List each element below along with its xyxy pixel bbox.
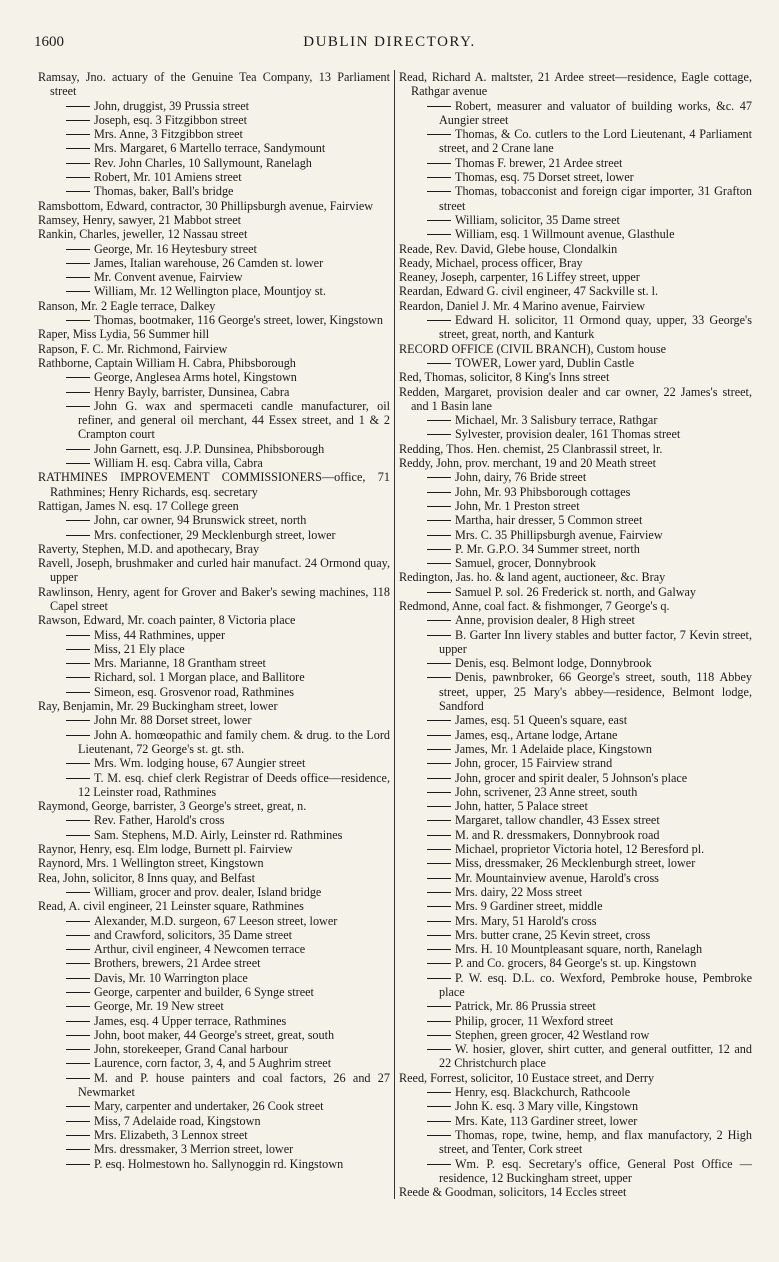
directory-entry: Raper, Miss Lydia, 56 Summer hill [38, 327, 210, 342]
directory-entry: Wm. P. esq. Secretary's office, General Post Office —residence, 12 Buckingham street, upper [399, 1157, 752, 1186]
directory-entry: John, druggist, 39 Prussia street [38, 99, 390, 113]
directory-entry: Ramsey, Henry, sawyer, 21 Mabbot street [38, 212, 242, 227]
directory-entry: Mrs. dressmaker, 3 Merrion street, lower [38, 1142, 390, 1156]
directory-entry: Raynord, Mrs. 1 Wellington street, Kingstown [38, 856, 264, 871]
directory-entry: B. Garter Inn livery stables and butter factor, 7 Kevin street, upper [399, 628, 752, 657]
directory-entry: Redmond, Anne, coal fact. & fishmonger, 7 George's q. [399, 598, 670, 613]
directory-entry: John G. wax and spermaceti candle manufacturer, oil refiner, and general oil merchant, 44 Essex street, and 1 & 2 Crampton court [38, 399, 390, 442]
directory-entry: John, hatter, 5 Palace street [399, 799, 752, 813]
directory-entry: Reede & Goodman, solicitors, 14 Eccles street [399, 1185, 627, 1200]
directory-entry: TOWER, Lower yard, Dublin Castle [399, 356, 752, 370]
directory-entry: John K. esq. 3 Mary ville, Kingstown [399, 1099, 752, 1113]
directory-entry: James, Italian warehouse, 26 Camden st. lower [38, 256, 390, 270]
directory-entry: Rea, John, solicitor, 8 Inns quay, and Belfast [38, 870, 256, 885]
directory-entry: John, scrivener, 23 Anne street, south [399, 785, 752, 799]
directory-entry: Thomas, & Co. cutlers to the Lord Lieutenant, 4 Parliament street, and 2 Crane lane [399, 127, 752, 156]
directory-entry: Ramsbottom, Edward, contractor, 30 Phillipsburgh avenue, Fairview [38, 198, 374, 213]
directory-entry: Anne, provision dealer, 8 High street [399, 613, 752, 627]
directory-entry: Thomas, baker, Ball's bridge [38, 184, 390, 198]
directory-entry: Mrs. 9 Gardiner street, middle [399, 899, 752, 913]
directory-entry: Ray, Benjamin, Mr. 29 Buckingham street, lower [38, 699, 278, 714]
directory-entry: Mrs. confectioner, 29 Mecklenburgh street, lower [38, 528, 390, 542]
directory-entry: William, Mr. 12 Wellington place, Mountjoy st. [38, 284, 390, 298]
directory-entry: John, dairy, 76 Bride street [399, 470, 752, 484]
directory-entry: James, esq., Artane lodge, Artane [399, 728, 752, 742]
directory-entry: John A. homœopathic and family chem. & drug. to the Lord Lieutenant, 72 George's st. gt. sth. [38, 728, 390, 757]
directory-entry: Ready, Michael, process officer, Bray [399, 255, 583, 270]
directory-entry: P. W. esq. D.L. co. Wexford, Pembroke house, Pembroke place [399, 971, 752, 1000]
directory-entry: Sylvester, provision dealer, 161 Thomas street [399, 427, 752, 441]
directory-entry: William, grocer and prov. dealer, Island bridge [38, 885, 390, 899]
directory-entry: W. hosier, glover, shirt cutter, and general outfitter, 12 and 22 Christchurch place [399, 1042, 752, 1071]
directory-entry: Mrs. Mary, 51 Harold's cross [399, 914, 752, 928]
directory-entry: Henry Bayly, barrister, Dunsinea, Cabra [38, 385, 390, 399]
directory-entry: RECORD OFFICE (CIVIL BRANCH), Custom house [399, 341, 667, 356]
directory-entry: James, Mr. 1 Adelaide place, Kingstown [399, 742, 752, 756]
directory-entry: Henry, esq. Blackchurch, Rathcoole [399, 1085, 752, 1099]
directory-entry: Thomas, tobacconist and foreign cigar importer, 31 Grafton street [399, 184, 752, 213]
directory-entry: Mrs. butter crane, 25 Kevin street, cross [399, 928, 752, 942]
directory-entry: Raverty, Stephen, M.D. and apothecary, Bray [38, 541, 260, 556]
page-number: 1600 [34, 34, 64, 50]
directory-entry: Margaret, tallow chandler, 43 Essex street [399, 813, 752, 827]
directory-entry: Read, Richard A. maltster, 21 Ardee street—residence, Eagle cottage, Rathgar avenue [399, 70, 752, 99]
directory-entry: John Garnett, esq. J.P. Dunsinea, Phibsborough [38, 442, 390, 456]
directory-entry: Mary, carpenter and undertaker, 26 Cook street [38, 1099, 390, 1113]
directory-entry: Miss, 44 Rathmines, upper [38, 628, 390, 642]
directory-entry: Patrick, Mr. 86 Prussia street [399, 999, 752, 1013]
directory-entry: M. and R. dressmakers, Donnybrook road [399, 828, 752, 842]
directory-entry: Denis, esq. Belmont lodge, Donnybrook [399, 656, 752, 670]
directory-entry: Robert, measurer and valuator of building works, &c. 47 Aungier street [399, 99, 752, 128]
directory-entry: and Crawford, solicitors, 35 Dame street [38, 928, 390, 942]
directory-entry: John, storekeeper, Grand Canal harbour [38, 1042, 390, 1056]
directory-entry: Mrs. dairy, 22 Moss street [399, 885, 752, 899]
directory-entry: Rev. John Charles, 10 Sallymount, Ranelagh [38, 156, 390, 170]
directory-entry: Mrs. Marianne, 18 Grantham street [38, 656, 390, 670]
directory-entry: Stephen, green grocer, 42 Westland row [399, 1028, 752, 1042]
directory-entry: Rawlinson, Henry, agent for Grover and Baker's sewing machines, 118 Capel street [38, 584, 390, 613]
directory-entry: Reaney, Joseph, carpenter, 16 Liffey street, upper [399, 270, 640, 285]
directory-entry: James, esq. 51 Queen's square, east [399, 713, 752, 727]
directory-entry: Alexander, M.D. surgeon, 67 Leeson street, lower [38, 914, 390, 928]
directory-entry: Ranson, Mr. 2 Eagle terrace, Dalkey [38, 298, 216, 313]
directory-entry: Martha, hair dresser, 5 Common street [399, 513, 752, 527]
directory-entry: Rathborne, Captain William H. Cabra, Phibsborough [38, 355, 296, 370]
directory-entry: Michael, proprietor Victoria hotel, 12 Beresford pl. [399, 842, 752, 856]
directory-entry: John, boot maker, 44 George's street, great, south [38, 1028, 390, 1042]
directory-entry: Rattigan, James N. esq. 17 College green [38, 498, 239, 513]
directory-entry: Ramsay, Jno. actuary of the Genuine Tea Company, 13 Parliament street [38, 70, 390, 99]
directory-entry: Robert, Mr. 101 Amiens street [38, 170, 390, 184]
directory-entry: Rapson, F. C. Mr. Richmond, Fairview [38, 341, 228, 356]
directory-entry: Mrs. Margaret, 6 Martello terrace, Sandymount [38, 141, 390, 155]
directory-entry: Redden, Margaret, provision dealer and car owner, 22 James's street, and 1 Basin lane [399, 384, 752, 413]
directory-entry: T. M. esq. chief clerk Registrar of Deeds office—residence, 12 Leinster road, Rathmines [38, 771, 390, 800]
directory-entry: Mrs. Wm. lodging house, 67 Aungier street [38, 756, 390, 770]
page-title: DUBLIN DIRECTORY. [303, 34, 476, 50]
directory-entry: M. and P. house painters and coal factors, 26 and 27 Newmarket [38, 1071, 390, 1100]
directory-entry: P. esq. Holmestown ho. Sallynoggin rd. Kingstown [38, 1157, 390, 1171]
directory-entry: Arthur, civil engineer, 4 Newcomen terrace [38, 942, 390, 956]
directory-entry: Reardan, Edward G. civil engineer, 47 Sackville st. l. [399, 284, 659, 299]
directory-columns [38, 70, 754, 1199]
directory-entry: Miss, dressmaker, 26 Mecklenburgh street, lower [399, 856, 752, 870]
directory-entry: Samuel, grocer, Donnybrook [399, 556, 752, 570]
directory-entry: Philip, grocer, 11 Wexford street [399, 1014, 752, 1028]
right-column [395, 70, 752, 1199]
directory-entry: Simeon, esq. Grosvenor road, Rathmines [38, 685, 390, 699]
directory-entry: P. Mr. G.P.O. 34 Summer street, north [399, 542, 752, 556]
directory-entry: Thomas, rope, twine, hemp, and flax manufactory, 2 High street, and Tenter, Cork street [399, 1128, 752, 1157]
directory-entry: Edward H. solicitor, 11 Ormond quay, upper, 33 George's street, great, north, and Kanturk [399, 313, 752, 342]
directory-entry: Raymond, George, barrister, 3 George's street, great, n. [38, 799, 307, 814]
directory-entry: George, carpenter and builder, 6 Synge street [38, 985, 390, 999]
directory-entry: George, Mr. 19 New street [38, 999, 390, 1013]
directory-entry: Mrs. Anne, 3 Fitzgibbon street [38, 127, 390, 141]
directory-entry: Reddy, John, prov. merchant, 19 and 20 Meath street [399, 456, 657, 471]
directory-entry: Joseph, esq. 3 Fitzgibbon street [38, 113, 390, 127]
directory-entry: John, car owner, 94 Brunswick street, north [38, 513, 390, 527]
directory-entry: Rev. Father, Harold's cross [38, 813, 390, 827]
directory-entry: RATHMINES IMPROVEMENT COMMISSIONERS—office, 71 Rathmines; Henry Richards, esq. secretary [38, 470, 390, 499]
left-column [38, 70, 395, 1199]
directory-entry: Rawson, Edward, Mr. coach painter, 8 Victoria place [38, 613, 296, 628]
directory-entry: George, Mr. 16 Heytesbury street [38, 242, 390, 256]
directory-entry: Mr. Mountainview avenue, Harold's cross [399, 871, 752, 885]
directory-entry: Miss, 21 Ely place [38, 642, 390, 656]
directory-entry: Thomas, bootmaker, 116 George's street, lower, Kingstown [38, 313, 390, 327]
directory-entry: Miss, 7 Adelaide road, Kingstown [38, 1114, 390, 1128]
directory-entry: William, solicitor, 35 Dame street [399, 213, 752, 227]
directory-entry: Reardon, Daniel J. Mr. 4 Marino avenue, Fairview [399, 298, 646, 313]
directory-entry: Redington, Jas. ho. & land agent, auctioneer, &c. Bray [399, 570, 666, 585]
directory-entry: Michael, Mr. 3 Salisbury terrace, Rathgar [399, 413, 752, 427]
directory-entry: Mrs. C. 35 Phillipsburgh avenue, Fairview [399, 528, 752, 542]
directory-entry: Mrs. H. 10 Mountpleasant square, north, Ranelagh [399, 942, 752, 956]
directory-entry: John, Mr. 1 Preston street [399, 499, 752, 513]
directory-entry: John, grocer and spirit dealer, 5 Johnson's place [399, 771, 752, 785]
directory-entry: Denis, pawnbroker, 66 George's street, south, 118 Abbey street, upper, 25 Mary's abbey—residence, Belmont lodge, Sandford [399, 670, 752, 713]
directory-entry: Redding, Thos. Hen. chemist, 25 Clanbrassil street, lr. [399, 441, 663, 456]
directory-entry: Laurence, corn factor, 3, 4, and 5 Aughrim street [38, 1056, 390, 1070]
directory-entry: Ravell, Joseph, brushmaker and curled hair manufact. 24 Ormond quay, upper [38, 556, 390, 585]
directory-entry: Richard, sol. 1 Morgan place, and Ballitore [38, 670, 390, 684]
directory-entry: Red, Thomas, solicitor, 8 King's Inns street [399, 370, 610, 385]
directory-entry: John Mr. 88 Dorset street, lower [38, 713, 390, 727]
directory-entry: Raynor, Henry, esq. Elm lodge, Burnett pl. Fairview [38, 842, 293, 857]
directory-entry: John, Mr. 93 Phibsborough cottages [399, 485, 752, 499]
directory-entry: Davis, Mr. 10 Warrington place [38, 971, 390, 985]
directory-entry: Mrs. Kate, 113 Gardiner street, lower [399, 1114, 752, 1128]
directory-entry: Reed, Forrest, solicitor, 10 Eustace street, and Derry [399, 1070, 655, 1085]
directory-entry: Thomas F. brewer, 21 Ardee street [399, 156, 752, 170]
directory-entry: John, grocer, 15 Fairview strand [399, 756, 752, 770]
directory-entry: William, esq. 1 Willmount avenue, Glasthule [399, 227, 752, 241]
directory-entry: Sam. Stephens, M.D. Airly, Leinster rd. Rathmines [38, 828, 390, 842]
directory-entry: Thomas, esq. 75 Dorset street, lower [399, 170, 752, 184]
directory-entry: Read, A. civil engineer, 21 Leinster square, Rathmines [38, 899, 304, 914]
directory-entry: Samuel P. sol. 26 Frederick st. north, and Galway [399, 585, 752, 599]
directory-entry: P. and Co. grocers, 84 George's st. up. Kingstown [399, 956, 752, 970]
directory-entry: James, esq. 4 Upper terrace, Rathmines [38, 1014, 390, 1028]
directory-entry: Rankin, Charles, jeweller, 12 Nassau street [38, 227, 248, 242]
directory-entry: George, Anglesea Arms hotel, Kingstown [38, 370, 390, 384]
directory-entry: Mr. Convent avenue, Fairview [38, 270, 390, 284]
directory-entry: Brothers, brewers, 21 Ardee street [38, 956, 390, 970]
directory-entry: William H. esq. Cabra villa, Cabra [38, 456, 390, 470]
directory-entry: Reade, Rev. David, Glebe house, Clondalkin [399, 241, 618, 256]
directory-entry: Mrs. Elizabeth, 3 Lennox street [38, 1128, 390, 1142]
